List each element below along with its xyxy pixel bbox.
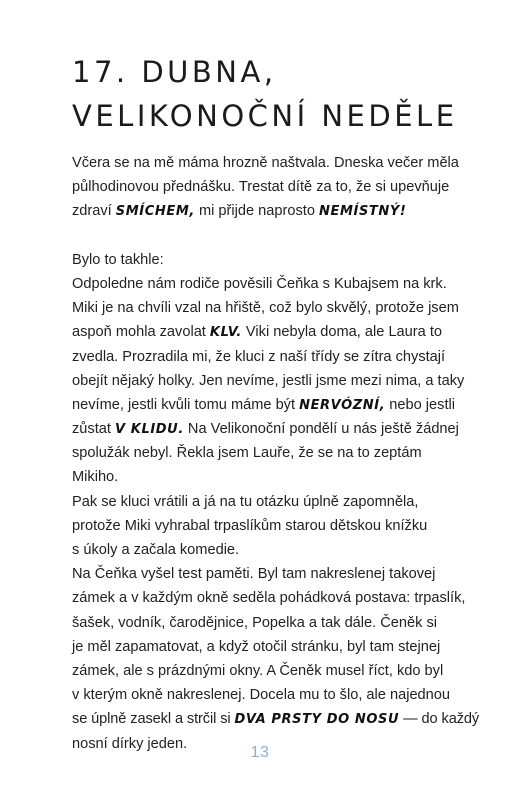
text-line <box>72 683 472 707</box>
text-run: je měl zapamatovat, a když otočil stránku, byl tam stejnej <box>72 638 441 655</box>
text-line <box>72 417 472 441</box>
text-line <box>72 635 472 659</box>
text-line <box>72 611 472 635</box>
text-run: Miki je na chvíli vzal na hřiště, což bylo skvělý, protože jsem <box>72 300 459 317</box>
text-run: obejít nějaký holky. Jen nevíme, jestli jsme mezi nima, a taky <box>72 372 465 389</box>
text-run: Bylo to takhle: <box>72 251 164 268</box>
text-run: zdraví <box>72 203 116 220</box>
text-line <box>72 320 472 344</box>
text-run: zámek a v každým okně seděla pohádková postava: trpaslík, <box>72 590 466 607</box>
chapter-heading-date: 17. DUBNA, <box>72 55 277 89</box>
text-line <box>72 345 472 369</box>
text-run: v kterým okně nakreslenej. Docela mu to šlo, ale najednou <box>72 687 451 704</box>
handwritten-emphasis: V KLIDU. <box>115 422 184 438</box>
text-run: nevíme, jestli kvůli tomu máme být <box>72 396 300 413</box>
text-run: mi přijde naprosto <box>194 203 320 220</box>
text-line <box>72 586 472 610</box>
text-run: Mikiho. <box>72 469 119 486</box>
text-line <box>72 562 472 586</box>
handwritten-emphasis: DVA PRSTY DO NOSU <box>234 712 400 728</box>
chapter-heading-day: VELIKONOČNÍ NEDĚLE <box>72 99 458 133</box>
text-run: nosní dírky jeden. <box>72 735 188 752</box>
text-run: nebo jestli <box>385 396 456 413</box>
text-line <box>72 465 472 489</box>
text-run: s úkoly a začala komedie. <box>72 542 240 558</box>
text-run: protože Miki vyhrabal trpaslíkům starou dětskou knížku <box>72 517 428 534</box>
text-run: aspoň mohla zavolat <box>72 324 210 341</box>
text-run: — do každý <box>399 711 480 728</box>
text-run: zvedla. Prozradila mi, že kluci z naší třídy se zítra chystají <box>72 348 446 365</box>
text-line <box>72 538 472 562</box>
text-run: Na Velikonoční pondělí u nás ještě žádnej <box>183 421 459 438</box>
text-run: Pak se kluci vrátili a já na tu otázku úplně zapomněla, <box>72 493 419 510</box>
body-text <box>72 151 480 756</box>
text-line <box>72 272 472 296</box>
text-line <box>72 199 472 223</box>
text-run: spolužák nebyl. Řekla jsem Lauře, že se na to zeptám <box>72 445 422 462</box>
text-line <box>72 369 472 393</box>
handwritten-emphasis: NEMÍSTNÝ! <box>319 204 407 220</box>
text-run: Viki nebyla doma, ale Laura to <box>241 324 442 341</box>
chapter-heading <box>72 50 458 138</box>
handwritten-emphasis: NERVÓZNÍ, <box>299 397 386 413</box>
text-line <box>72 151 472 175</box>
text-run: šašek, vodník, čarodějnice, Popelka a tak dále. Čeněk si <box>72 614 438 631</box>
text-line <box>72 659 472 683</box>
text-run: se úplně zasekl a strčil si <box>72 711 235 728</box>
text-line <box>72 514 472 538</box>
text-run: zůstat <box>72 421 115 438</box>
handwritten-emphasis: KLV. <box>209 325 242 341</box>
text-run: půlhodinovou přednášku. Trestat dítě za to, že si upevňuje <box>72 179 450 196</box>
text-line <box>72 441 472 465</box>
paragraph-gap <box>72 224 472 248</box>
text-run: zámek, ale s prázdnými okny. A Čeněk musel říct, kdo byl <box>72 662 444 679</box>
text-line <box>72 175 472 199</box>
text-line <box>72 296 472 320</box>
text-run: Na Čeňka vyšel test paměti. Byl tam nakreslenej takovej <box>72 566 436 583</box>
text-line <box>72 248 472 272</box>
text-line <box>72 707 480 731</box>
handwritten-emphasis: SMÍCHEM, <box>115 204 195 220</box>
text-line <box>72 393 472 417</box>
text-run: Odpoledne nám rodiče pověsili Čeňka s Kubajsem na krk. <box>72 275 447 292</box>
text-run: Včera se na mě máma hrozně naštvala. Dneska večer měla <box>72 155 459 171</box>
page-number: 13 <box>250 744 270 761</box>
text-line <box>72 490 472 514</box>
